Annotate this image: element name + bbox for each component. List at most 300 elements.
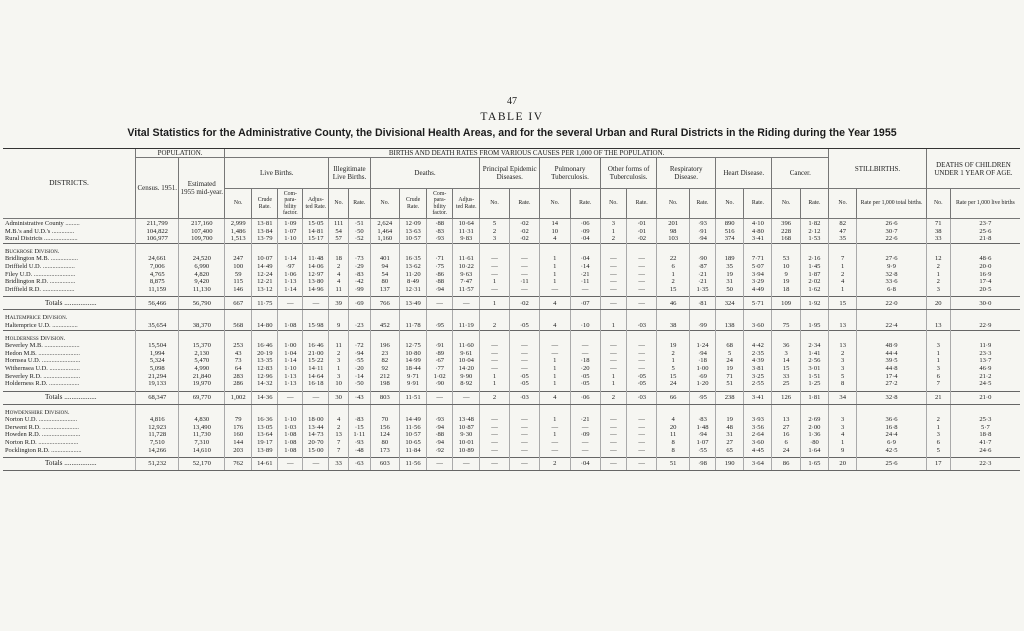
cell: 1,513 <box>225 235 252 243</box>
cell: 5 <box>716 350 744 358</box>
cell: 3·60 <box>744 322 772 330</box>
cell: 56,790 <box>179 297 225 310</box>
cell: 1 <box>600 322 626 330</box>
cell <box>570 335 600 343</box>
cell <box>252 314 278 322</box>
cell: 13·89 <box>252 447 278 455</box>
cancer-rate: Rate. <box>800 189 828 219</box>
cell: 12,923 <box>136 424 179 432</box>
cell: 2 <box>657 278 690 286</box>
cell: 1·08 <box>278 431 303 439</box>
cell: — <box>600 424 626 432</box>
cell: ·18 <box>570 357 600 365</box>
cell <box>136 314 179 322</box>
cell: 22·3 <box>950 458 1020 471</box>
cell: ·88 <box>427 278 453 286</box>
cell: 124 <box>370 431 399 439</box>
cell: 190 <box>716 458 744 471</box>
cell: ·90 <box>427 380 453 388</box>
cell: 2 <box>329 350 349 358</box>
cell: 13·35 <box>252 357 278 365</box>
cell: 8 <box>657 439 690 447</box>
cell: 9·9 <box>857 263 927 271</box>
cell: 3·56 <box>744 424 772 432</box>
cell: 20 <box>926 297 950 310</box>
cell: 39·5 <box>857 357 927 365</box>
cell: ·07 <box>570 297 600 310</box>
cell: 4·45 <box>744 447 772 455</box>
cell: 5,470 <box>179 357 225 365</box>
cell: 2·69 <box>800 416 828 424</box>
cell: ·90 <box>689 255 715 263</box>
cell <box>329 335 349 343</box>
cell: 396 <box>772 219 800 228</box>
cell: — <box>600 431 626 439</box>
table-title: Vital Statistics for the Administrative County, the Divisional Health Areas, and for the several Urban and Rural Districts in the Riding during the Year 1955 <box>127 127 897 139</box>
cell: 94 <box>370 263 399 271</box>
cell: ·94 <box>348 350 370 358</box>
cell: 176 <box>225 424 252 432</box>
cell: 13·84 <box>252 228 278 236</box>
page-number: 47 <box>507 96 517 107</box>
cell <box>453 335 480 343</box>
respiratory-header: Respiratory Disease. <box>657 158 716 189</box>
cell: — <box>626 447 656 455</box>
cell: 1·10 <box>278 235 303 243</box>
table-row <box>3 322 1020 330</box>
cell: 4·10 <box>744 219 772 228</box>
cell: 21,840 <box>179 373 225 381</box>
cell: 3·41 <box>744 235 772 243</box>
cell: 50 <box>716 286 744 294</box>
cell: 98 <box>657 228 690 236</box>
cell: 11,159 <box>136 286 179 294</box>
cell: ·55 <box>689 447 715 455</box>
table-row <box>3 271 1020 279</box>
cell: ·91 <box>427 342 453 350</box>
cell <box>857 314 927 322</box>
cell <box>399 248 426 256</box>
cell: ·87 <box>689 263 715 271</box>
district-name: Buckrose Division. <box>5 247 60 255</box>
cell: 2 <box>926 416 950 424</box>
cell: ·52 <box>348 235 370 243</box>
cell: 1 <box>829 263 857 271</box>
cell: ·94 <box>689 350 715 358</box>
cell <box>600 314 626 322</box>
cell: 19 <box>716 365 744 373</box>
heart-header: Heart Disease. <box>716 158 772 189</box>
cell: 10·64 <box>453 219 480 228</box>
cell: 138 <box>716 322 744 330</box>
cell: 1 <box>540 255 570 263</box>
cell: — <box>480 357 509 365</box>
deaths-comp-factor: Com- para- bility factor. <box>427 189 453 219</box>
cell: 15,504 <box>136 342 179 350</box>
cell: ·06 <box>570 219 600 228</box>
cell <box>829 409 857 417</box>
cell: 10 <box>329 380 349 388</box>
cell: — <box>509 271 539 279</box>
cell: ·55 <box>348 357 370 365</box>
cell: ·05 <box>570 380 600 388</box>
cell: 106,977 <box>136 235 179 243</box>
cell: 16 <box>772 431 800 439</box>
cell: 14·80 <box>252 322 278 330</box>
cell <box>926 409 950 417</box>
cell <box>427 409 453 417</box>
cell: 1,486 <box>225 228 252 236</box>
cell <box>136 335 179 343</box>
cell: ·05 <box>509 380 539 388</box>
cell: 30·7 <box>857 228 927 236</box>
cell: ·99 <box>689 322 715 330</box>
cell: 20 <box>657 424 690 432</box>
cell <box>179 409 225 417</box>
cell: — <box>427 391 453 404</box>
cell <box>716 335 744 343</box>
cell <box>600 409 626 417</box>
table-row <box>3 439 1020 447</box>
cell: — <box>626 424 656 432</box>
cell <box>427 335 453 343</box>
cell <box>689 314 715 322</box>
cell: — <box>480 447 509 455</box>
pulmonary-rate: Rate. <box>570 189 600 219</box>
cell: 667 <box>225 297 252 310</box>
cell: 13 <box>772 416 800 424</box>
cell: — <box>509 424 539 432</box>
cell: 26·6 <box>857 219 927 228</box>
cell: 9·63 <box>453 271 480 279</box>
cell: 7 <box>329 439 349 447</box>
cell: ·77 <box>427 365 453 373</box>
cell: 80 <box>370 439 399 447</box>
cell: 71 <box>926 219 950 228</box>
cell <box>600 335 626 343</box>
cell: 82 <box>370 357 399 365</box>
cell: 3·94 <box>744 271 772 279</box>
cell: 2 <box>329 424 349 432</box>
cell: 100 <box>225 263 252 271</box>
cell: 7,310 <box>179 439 225 447</box>
district-name: Filey U.D. .......................... <box>5 270 76 278</box>
cell: 39 <box>329 297 349 310</box>
cell <box>829 314 857 322</box>
cell <box>570 314 600 322</box>
cell: 19,133 <box>136 380 179 388</box>
cell: — <box>509 439 539 447</box>
cell: ·91 <box>689 228 715 236</box>
cell: 12·21 <box>252 278 278 286</box>
cell: — <box>600 365 626 373</box>
cell: 11·84 <box>399 447 426 455</box>
deaths-no: No. <box>370 189 399 219</box>
cell: 1 <box>540 357 570 365</box>
table-row <box>3 350 1020 358</box>
cell: 13·12 <box>252 286 278 294</box>
cell: ·09 <box>570 228 600 236</box>
cell: ·92 <box>427 447 453 455</box>
cell: 6 <box>926 439 950 447</box>
cell <box>278 409 303 417</box>
district-name: Withernsea U.D. ................... <box>5 364 80 372</box>
cell: ·29 <box>348 263 370 271</box>
cell: 9,420 <box>179 278 225 286</box>
cell: — <box>626 431 656 439</box>
cell <box>829 248 857 256</box>
cell: 46 <box>657 297 690 310</box>
cell: 15·17 <box>303 235 329 243</box>
cell: — <box>600 447 626 455</box>
respiratory-rate: Rate. <box>689 189 715 219</box>
cell: 16·35 <box>399 255 426 263</box>
table-body <box>3 219 1020 471</box>
cell: 14·49 <box>399 416 426 424</box>
cell <box>509 409 539 417</box>
cell: 1 <box>540 263 570 271</box>
cell: ·69 <box>348 297 370 310</box>
live-births-crude-rate: Crude Rate. <box>252 189 278 219</box>
cell <box>570 248 600 256</box>
cell: 603 <box>370 458 399 471</box>
cell: 3 <box>926 431 950 439</box>
cell: 1 <box>540 365 570 373</box>
cell: — <box>600 357 626 365</box>
table-row <box>3 431 1020 439</box>
cell: 13 <box>926 322 950 330</box>
cell: — <box>509 350 539 358</box>
cell: — <box>480 439 509 447</box>
cell: 4 <box>329 271 349 279</box>
cell: 4,990 <box>179 365 225 373</box>
cell: 1·36 <box>800 431 828 439</box>
cell: 10·01 <box>453 439 480 447</box>
district-name: Bridlington R.D. ................ <box>5 278 76 286</box>
cell <box>744 409 772 417</box>
cell: 19 <box>716 271 744 279</box>
cell: 109 <box>772 297 800 310</box>
cell: 2 <box>480 228 509 236</box>
cell: 3 <box>829 424 857 432</box>
cell: 25·6 <box>950 228 1020 236</box>
cell: — <box>626 416 656 424</box>
cell: 3 <box>926 342 950 350</box>
cell: 25·3 <box>950 416 1020 424</box>
cell: 1·10 <box>278 416 303 424</box>
division-header-row <box>3 335 1020 343</box>
births-deaths-header: BIRTHS AND DEATH RATES FROM VARIOUS CAUSES PER 1,000 OF THE POPULATION. <box>225 149 829 158</box>
cell: 75 <box>772 322 800 330</box>
cell: 1·92 <box>800 297 828 310</box>
cell: 15,370 <box>179 342 225 350</box>
cell: 20·70 <box>303 439 329 447</box>
cell: — <box>427 458 453 471</box>
cell: 2,130 <box>179 350 225 358</box>
cell <box>303 314 329 322</box>
cell: 25·6 <box>857 458 927 471</box>
cell: 44·4 <box>857 350 927 358</box>
cell: 4,830 <box>179 416 225 424</box>
cell: 1,464 <box>370 228 399 236</box>
cell: ·83 <box>348 416 370 424</box>
cell <box>399 314 426 322</box>
cell: — <box>480 263 509 271</box>
cell: 22·9 <box>950 322 1020 330</box>
cell: 1,160 <box>370 235 399 243</box>
cell <box>540 314 570 322</box>
cell: 56,466 <box>136 297 179 310</box>
cell: 1,002 <box>225 391 252 404</box>
cell: — <box>540 342 570 350</box>
cell: 11·9 <box>950 342 1020 350</box>
cell: 10 <box>772 263 800 271</box>
cell: — <box>480 271 509 279</box>
cell <box>278 248 303 256</box>
cell: 14·32 <box>252 380 278 388</box>
cell: 247 <box>225 255 252 263</box>
cell <box>716 314 744 322</box>
cell: 168 <box>772 235 800 243</box>
table-row <box>3 278 1020 286</box>
cell <box>348 248 370 256</box>
cell: 73 <box>225 357 252 365</box>
cell: ·42 <box>348 278 370 286</box>
cell: 2 <box>480 391 509 404</box>
cell: 2,624 <box>370 219 399 228</box>
cell: 11·19 <box>453 322 480 330</box>
cell: 57 <box>329 235 349 243</box>
district-name: Hedon M.B. .......................... <box>5 349 80 357</box>
cell: — <box>540 424 570 432</box>
cell: 22 <box>657 255 690 263</box>
cell: — <box>570 342 600 350</box>
cell: ·02 <box>626 235 656 243</box>
cell: ·02 <box>509 228 539 236</box>
cell: ·72 <box>348 342 370 350</box>
cell: — <box>600 342 626 350</box>
cell: 1 <box>480 380 509 388</box>
cell: 48 <box>716 424 744 432</box>
cell: 15·98 <box>303 322 329 330</box>
cell: — <box>509 365 539 373</box>
cell: 18 <box>329 255 349 263</box>
deaths-crude-rate: Crude Rate. <box>399 189 426 219</box>
cell: — <box>570 447 600 455</box>
cell: 3·41 <box>744 391 772 404</box>
cell: 15 <box>829 297 857 310</box>
cell: 16·9 <box>950 271 1020 279</box>
cell: 144 <box>225 439 252 447</box>
cell: 3 <box>600 219 626 228</box>
cell: — <box>600 297 626 310</box>
cell: 22·4 <box>857 322 927 330</box>
cell: 10 <box>540 228 570 236</box>
cell: ·83 <box>427 228 453 236</box>
cell: — <box>509 263 539 271</box>
cell <box>950 248 1020 256</box>
cell: ·03 <box>626 322 656 330</box>
cell: 43 <box>225 350 252 358</box>
cell <box>926 314 950 322</box>
cell: 14·11 <box>303 365 329 373</box>
cell: 137 <box>370 286 399 294</box>
cell: 1·82 <box>800 219 828 228</box>
other-tb-header: Other forms of Tuberculosis. <box>600 158 656 189</box>
cell: 54 <box>329 228 349 236</box>
cell: 14 <box>540 219 570 228</box>
cell: 23·3 <box>950 350 1020 358</box>
cell: 3 <box>480 235 509 243</box>
population-header: POPULATION. <box>136 149 225 158</box>
cell: 20·5 <box>950 286 1020 294</box>
cell <box>626 335 656 343</box>
cell <box>950 314 1020 322</box>
district-name: Bridlington M.B. ................. <box>5 255 78 263</box>
cell <box>427 314 453 322</box>
cell: 21·8 <box>950 235 1020 243</box>
cell: ·50 <box>348 380 370 388</box>
cell: 14·49 <box>252 263 278 271</box>
cell: — <box>427 297 453 310</box>
table-row <box>3 357 1020 365</box>
cell: 10·04 <box>453 357 480 365</box>
cell: 7,006 <box>136 263 179 271</box>
cell: 1·14 <box>278 357 303 365</box>
cell: 238 <box>716 391 744 404</box>
cell <box>926 248 950 256</box>
cell <box>136 248 179 256</box>
cell: 10·65 <box>399 439 426 447</box>
cell: 12·83 <box>252 365 278 373</box>
cell: 890 <box>716 219 744 228</box>
cell: — <box>626 357 656 365</box>
totals-row <box>3 297 1020 310</box>
cell: 4·39 <box>744 357 772 365</box>
cell: ·15 <box>348 424 370 432</box>
cell: 228 <box>772 228 800 236</box>
cell: 5 <box>829 373 857 381</box>
cell <box>348 409 370 417</box>
cell: 5 <box>480 219 509 228</box>
cell: 17·4 <box>950 278 1020 286</box>
cell <box>329 248 349 256</box>
cell: 27·2 <box>857 380 927 388</box>
cell: 11·75 <box>252 297 278 310</box>
cell: 14 <box>772 357 800 365</box>
cell: — <box>626 458 656 471</box>
cell: 4 <box>540 322 570 330</box>
cell: 1,994 <box>136 350 179 358</box>
cell: 16·8 <box>857 424 927 432</box>
cell: 1 <box>926 350 950 358</box>
cell <box>278 335 303 343</box>
cell: 11 <box>657 431 690 439</box>
cell: 31 <box>716 431 744 439</box>
cell: 21·0 <box>950 391 1020 404</box>
cell <box>427 248 453 256</box>
illegitimate-header: Illegitimate Live Births. <box>329 158 370 189</box>
cell: ·05 <box>626 373 656 381</box>
cell: 4·49 <box>744 286 772 294</box>
cell: 104,822 <box>136 228 179 236</box>
cell: 2·12 <box>800 228 828 236</box>
cell: ·67 <box>427 357 453 365</box>
cell: 1 <box>926 424 950 432</box>
cell: 11·56 <box>399 424 426 432</box>
infant-no: No. <box>926 189 950 219</box>
cell: ·01 <box>626 219 656 228</box>
